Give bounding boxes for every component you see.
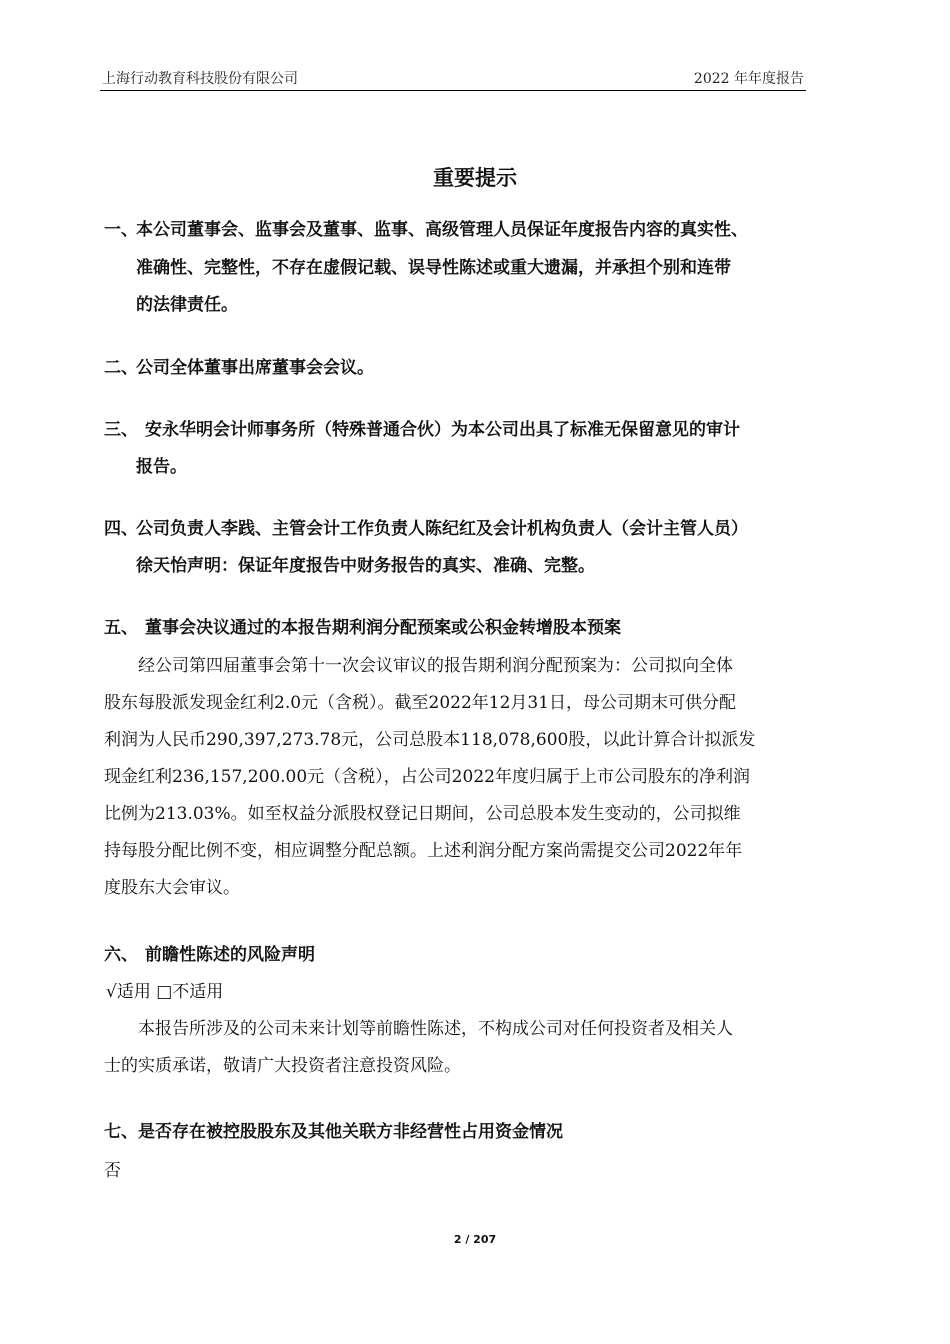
section-6-paragraph-line: 士的实质承诺，敬请广大投资者注意投资风险。 bbox=[104, 1056, 461, 1076]
item-3-number: 三、 bbox=[104, 420, 138, 440]
section-6-number: 六、 bbox=[104, 945, 138, 965]
section-6-heading: 前瞻性陈述的风险声明 bbox=[145, 945, 315, 965]
item-2-line: 公司全体董事出席董事会会议。 bbox=[136, 358, 374, 378]
section-5-paragraph-line: 股东每股派发现金红利2.0元（含税）。截至2022年12月31日，母公司期末可供分配 bbox=[104, 693, 737, 713]
item-4-number: 四、 bbox=[104, 519, 138, 539]
section-7-heading: 七、是否存在被控股股东及其他关联方非经营性占用资金情况 bbox=[104, 1122, 563, 1142]
item-1-line: 准确性、完整性，不存在虚假记载、误导性陈述或重大遗漏，并承担个别和连带 bbox=[136, 258, 731, 278]
header-company: 上海行动教育科技股份有限公司 bbox=[102, 71, 298, 87]
item-3-line: 报告。 bbox=[136, 457, 187, 477]
item-1-line: 本公司董事会、监事会及董事、监事、高级管理人员保证年度报告内容的真实性、 bbox=[136, 220, 748, 240]
item-4-line: 公司负责人李践、主管会计工作负责人陈纪红及会计机构负责人（会计主管人员） bbox=[136, 519, 748, 539]
item-3-line: 安永华明会计师事务所（特殊普通合伙）为本公司出具了标准无保留意见的审计 bbox=[145, 420, 740, 440]
section-6-paragraph-line: 本报告所涉及的公司未来计划等前瞻性陈述，不构成公司对任何投资者及相关人 bbox=[138, 1019, 733, 1039]
section-5-paragraph-line: 度股东大会审议。 bbox=[104, 878, 240, 898]
section-7-answer: 否 bbox=[104, 1161, 121, 1181]
section-5-heading: 董事会决议通过的本报告期利润分配预案或公积金转增股本预案 bbox=[145, 618, 621, 638]
header-report: 2022 年年度报告 bbox=[693, 71, 804, 87]
section-5-paragraph-line: 持每股分配比例不变，相应调整分配总额。上述利润分配方案尚需提交公司2022年年 bbox=[104, 841, 743, 861]
page-header bbox=[100, 64, 806, 91]
item-4-line: 徐天怡声明：保证年度报告中财务报告的真实、准确、完整。 bbox=[136, 556, 595, 576]
section-5-paragraph-line: 现金红利236,157,200.00元（含税），占公司2022年度归属于上市公司股东的净利润 bbox=[104, 767, 750, 787]
applicability-options: √适用 □不适用 bbox=[106, 982, 224, 1002]
section-5-number: 五、 bbox=[104, 618, 138, 638]
section-5-paragraph-line: 利润为人民币290,397,273.78元，公司总股本118,078,600股，以此计算合计拟派发 bbox=[104, 730, 756, 750]
item-1-number: 一、 bbox=[104, 220, 138, 240]
section-5-paragraph-line: 经公司第四届董事会第十一次会议审议的报告期利润分配预案为：公司拟向全体 bbox=[138, 656, 733, 676]
section-5-paragraph-line: 比例为213.03%。如至权益分派股权登记日期间，公司总股本发生变动的，公司拟维 bbox=[104, 804, 741, 824]
page-number: 2 / 207 bbox=[453, 1233, 497, 1246]
page-title: 重要提示 bbox=[433, 166, 517, 190]
item-2-number: 二、 bbox=[104, 358, 138, 378]
item-1-line: 的法律责任。 bbox=[136, 295, 238, 315]
